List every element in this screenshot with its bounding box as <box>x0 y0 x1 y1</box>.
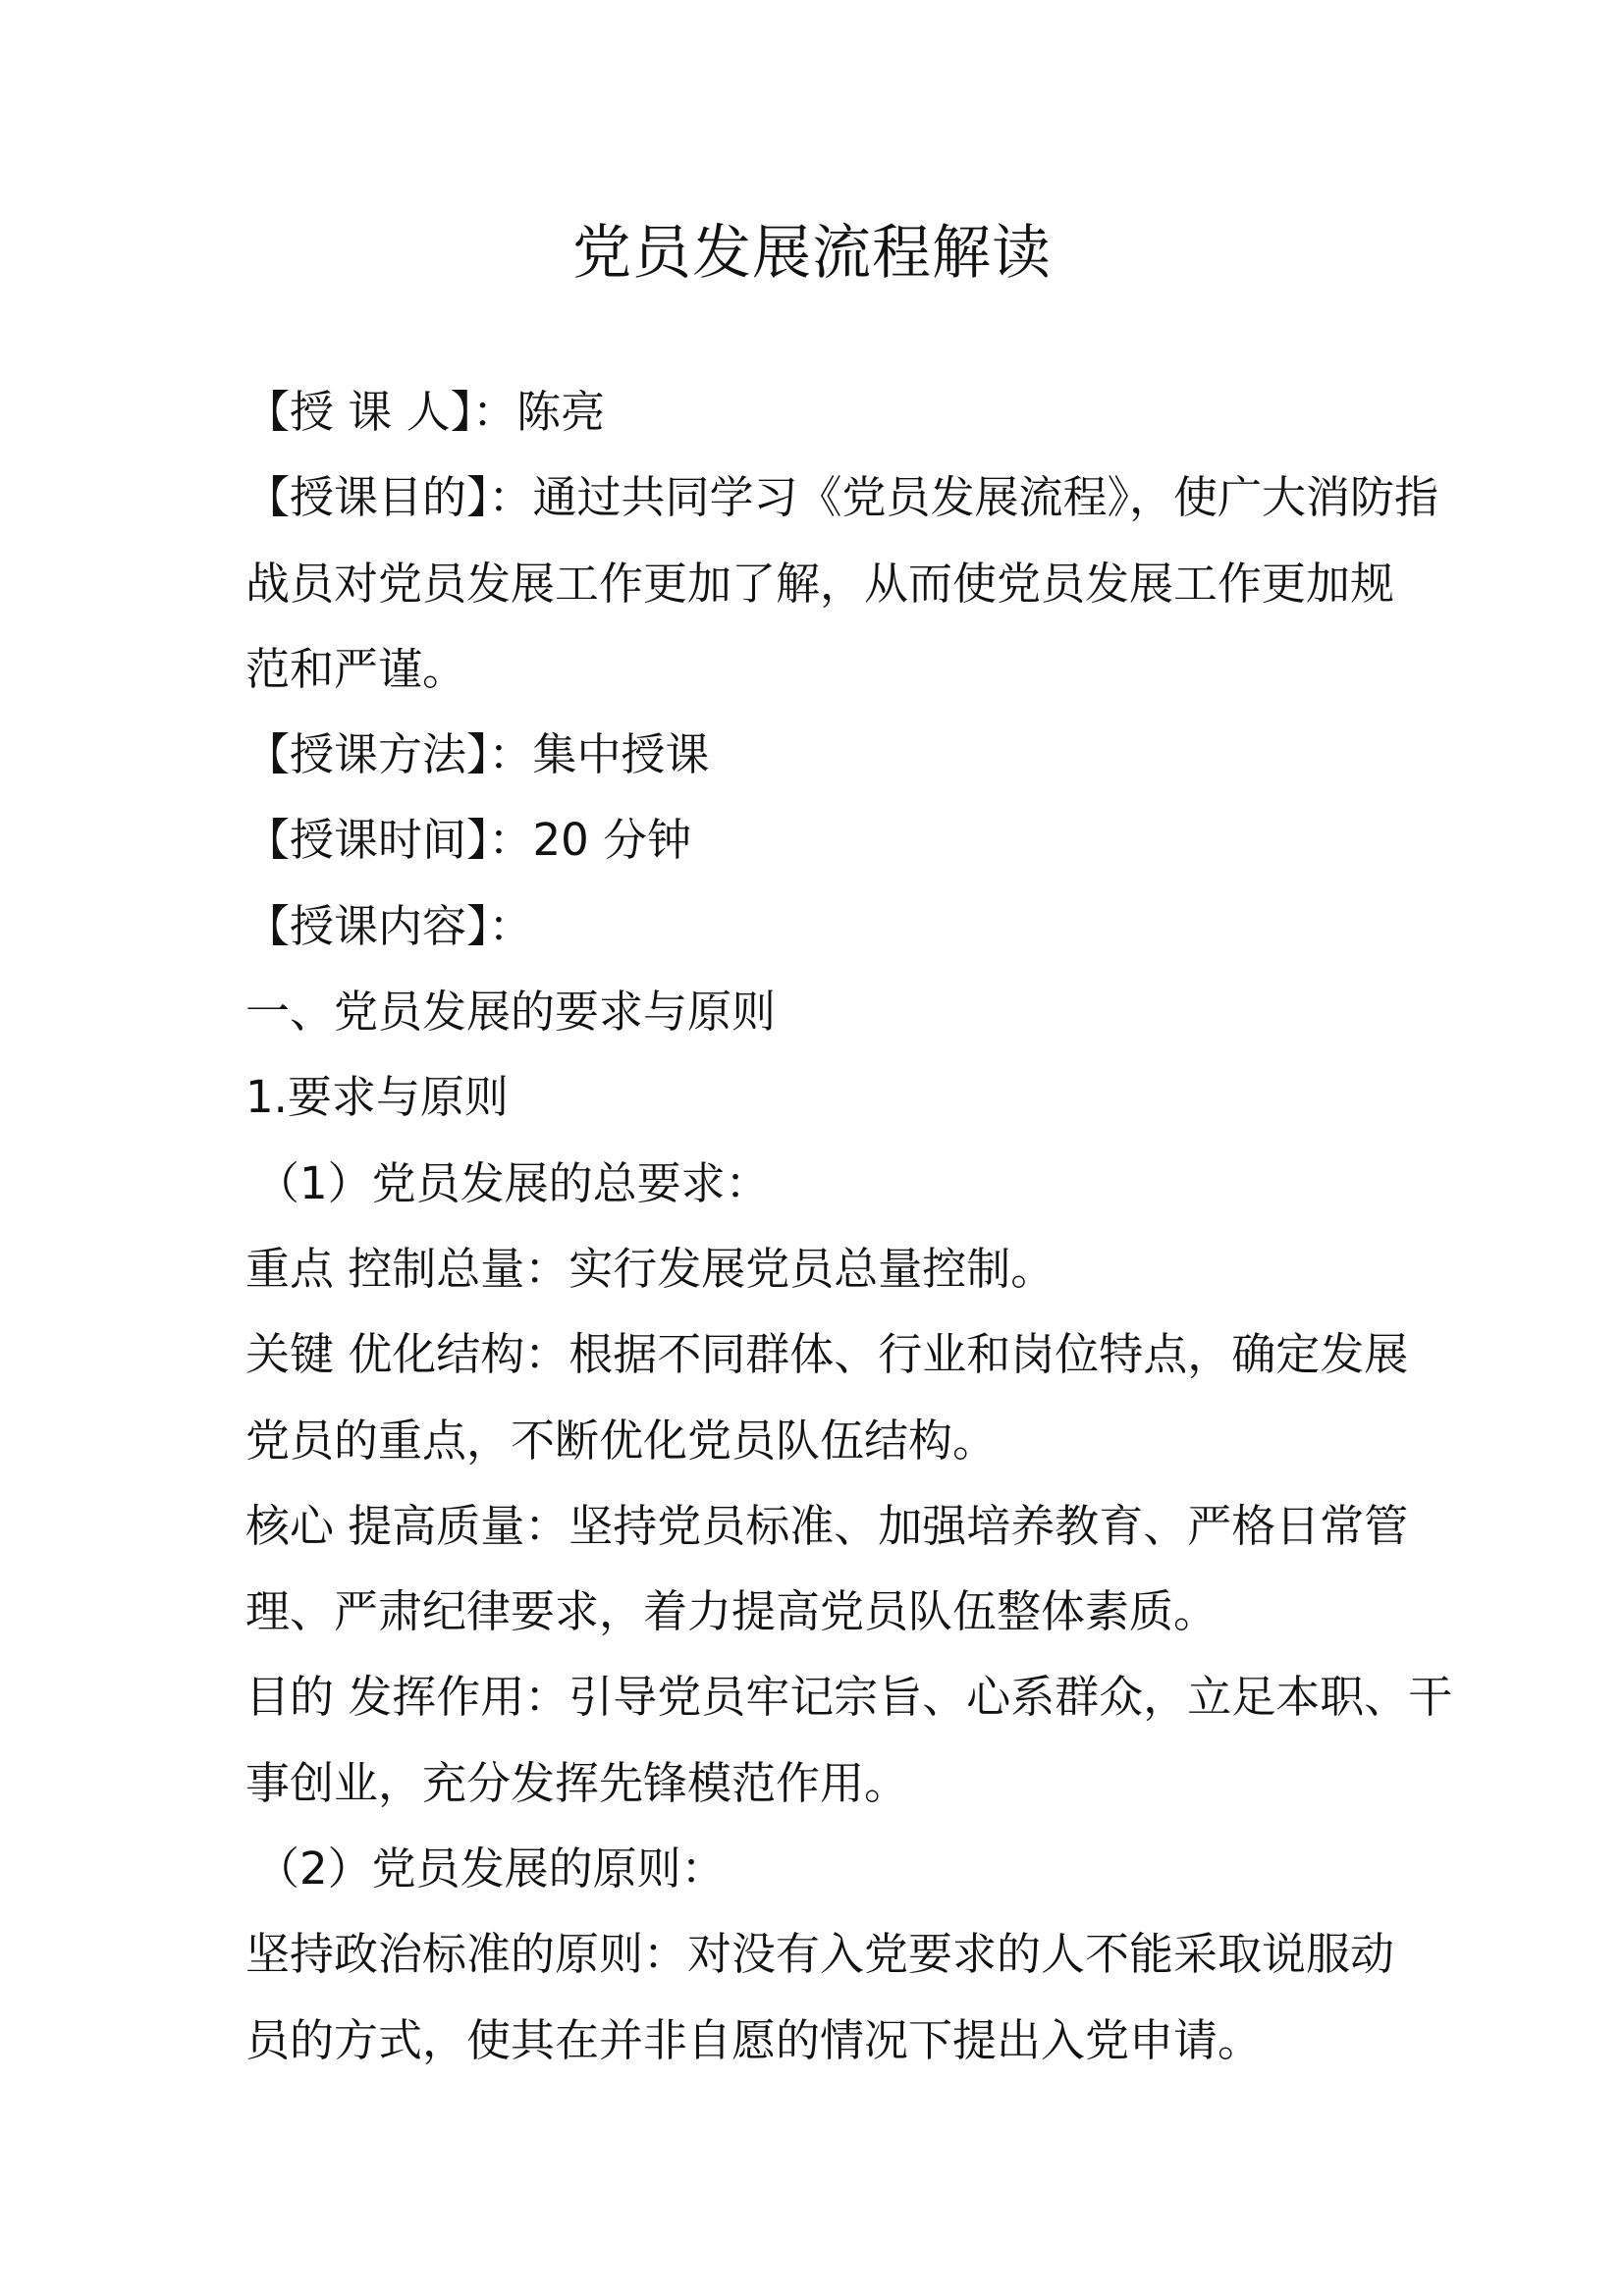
document-body <box>245 369 1453 2083</box>
purpose-line-2: 战员对党员发展工作更加了解，从而使党员发展工作更加规 <box>245 557 1395 610</box>
method-line: 【授课方法】：集中授课 <box>245 728 710 781</box>
purpose-line-1: 【授课目的】：通过共同学习《党员发展流程》，使广大消防指 <box>245 471 1439 524</box>
item-heading-1: （1）党员发展的总要求： <box>255 1156 770 1209</box>
paragraph-line: 重点 控制总量：实行发展党员总量控制。 <box>245 1242 1056 1295</box>
duration-line: 【授课时间】：20 分钟 <box>245 814 692 867</box>
paragraph-line: 党员的重点，不断优化党员队伍结构。 <box>245 1414 998 1467</box>
instructor-line: 【授 课 人】：陈亮 <box>245 386 606 438</box>
purpose-line-3: 范和严谨。 <box>245 642 467 695</box>
section-heading-1: 一、党员发展的要求与原则 <box>245 986 777 1039</box>
paragraph-line: 事创业，充分发挥先锋模范作用。 <box>245 1756 909 1809</box>
subsection-heading-1: 1.要求与原则 <box>245 1071 509 1124</box>
paragraph-line: 核心 提高质量：坚持党员标准、加强培养教育、严格日常管 <box>245 1499 1409 1552</box>
paragraph-line: 理、严肃纪律要求，着力提高党员队伍整体素质。 <box>245 1585 1218 1638</box>
document-title: 党员发展流程解读 <box>572 219 1052 288</box>
paragraph-line: 员的方式，使其在并非自愿的情况下提出入党申请。 <box>245 2013 1263 2066</box>
paragraph-line: 关键 优化结构：根据不同群体、行业和岗位特点，确定发展 <box>245 1328 1409 1381</box>
content-heading: 【授课内容】： <box>245 899 533 952</box>
item-heading-2: （2）党员发展的原则： <box>255 1842 726 1896</box>
paragraph-line: 目的 发挥作用：引导党员牢记宗旨、心系群众，立足本职、干 <box>245 1671 1453 1724</box>
paragraph-line: 坚持政治标准的原则：对没有入党要求的人不能采取说服动 <box>245 1928 1395 1981</box>
